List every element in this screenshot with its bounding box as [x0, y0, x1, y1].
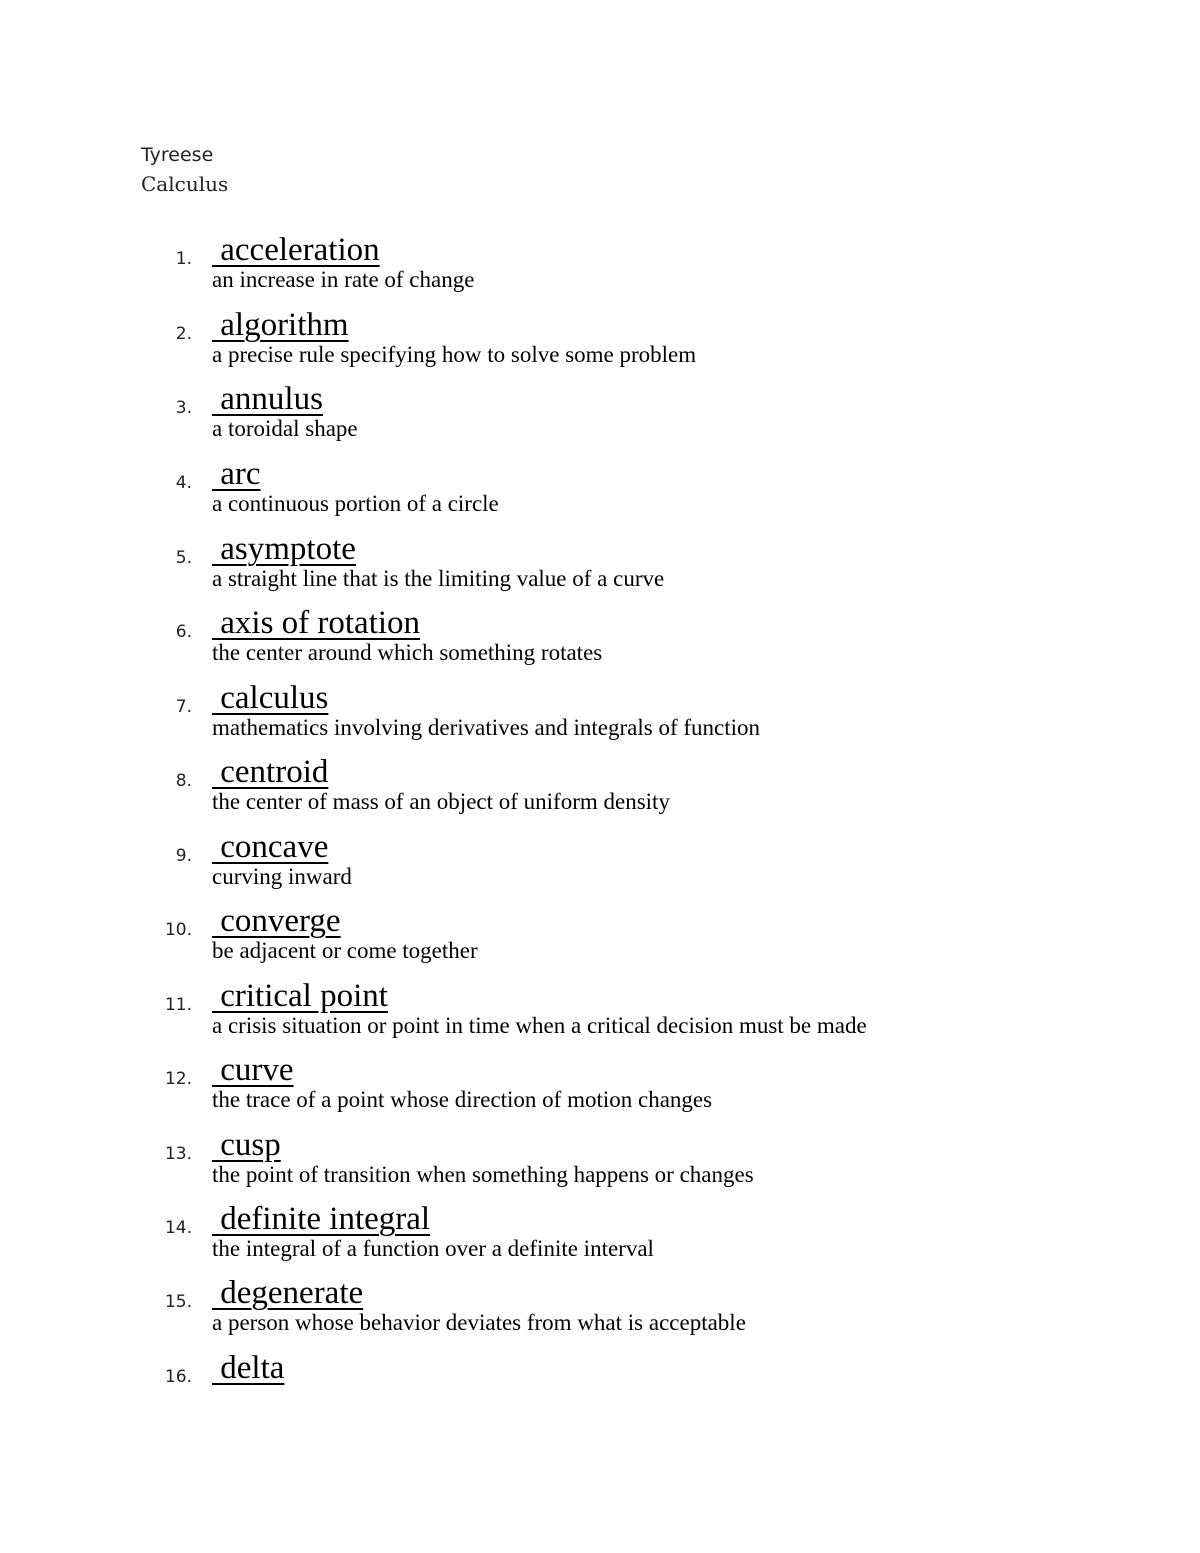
- vocab-term: algorithm: [212, 307, 349, 343]
- item-number: 6.: [175, 622, 192, 642]
- item-number: 11.: [164, 995, 192, 1015]
- vocab-item: [0, 680, 1200, 760]
- vocab-term: acceleration: [212, 232, 380, 268]
- vocab-definition: a precise rule specifying how to solve some problem: [212, 342, 697, 367]
- vocab-item: [0, 1201, 1200, 1281]
- student-name: Tyreese: [141, 144, 214, 166]
- vocab-term: arc: [212, 456, 261, 492]
- vocab-item: [0, 1275, 1200, 1355]
- vocab-term: degenerate: [212, 1275, 364, 1311]
- item-number: 4.: [175, 473, 192, 493]
- vocab-term: cusp: [212, 1127, 281, 1163]
- vocab-term: converge: [212, 903, 341, 939]
- vocab-definition: a crisis situation or point in time when a critical decision must be made: [212, 1013, 867, 1038]
- vocab-term: curve: [212, 1052, 294, 1088]
- vocab-term: definite integral: [212, 1201, 431, 1237]
- vocab-term: centroid: [212, 754, 329, 790]
- vocab-item: [0, 605, 1200, 685]
- vocab-item: [0, 232, 1200, 312]
- vocab-definition: the point of transition when something happens or changes: [212, 1162, 754, 1187]
- vocab-term: calculus: [212, 680, 329, 716]
- vocab-term: axis of rotation: [212, 605, 421, 641]
- item-number: 7.: [175, 697, 192, 717]
- vocab-definition: a straight line that is the limiting value of a curve: [212, 566, 665, 591]
- item-number: 1.: [175, 249, 192, 269]
- vocab-definition: a continuous portion of a circle: [212, 491, 499, 516]
- vocab-term: delta: [212, 1350, 285, 1386]
- item-number: 16.: [164, 1367, 192, 1387]
- item-number: 9.: [175, 846, 192, 866]
- vocab-definition: the trace of a point whose direction of motion changes: [212, 1087, 713, 1112]
- vocab-definition: an increase in rate of change: [212, 267, 475, 292]
- vocab-item: [0, 1350, 1200, 1430]
- item-number: 2.: [175, 324, 192, 344]
- vocab-definition: a person whose behavior deviates from what is acceptable: [212, 1310, 746, 1335]
- vocab-definition: the center around which something rotates: [212, 640, 603, 665]
- item-number: 12.: [164, 1069, 192, 1089]
- vocab-definition: the integral of a function over a definite interval: [212, 1236, 654, 1261]
- vocab-term: critical point: [212, 978, 388, 1014]
- item-number: 3.: [175, 398, 192, 418]
- vocab-definition: curving inward: [212, 864, 352, 889]
- vocab-term: concave: [212, 829, 329, 865]
- subject-title: Calculus: [141, 172, 229, 196]
- vocab-item: [0, 829, 1200, 909]
- vocab-term: asymptote: [212, 531, 356, 567]
- vocab-definition: a toroidal shape: [212, 416, 358, 441]
- item-number: 13.: [164, 1144, 192, 1164]
- vocab-item: [0, 381, 1200, 461]
- vocab-item: [0, 1127, 1200, 1207]
- vocab-item: [0, 754, 1200, 834]
- item-number: 5.: [175, 548, 192, 568]
- item-number: 10.: [164, 920, 192, 940]
- vocab-definition: the center of mass of an object of uniform density: [212, 789, 670, 814]
- vocab-item: [0, 531, 1200, 611]
- vocab-item: [0, 456, 1200, 536]
- vocab-term: annulus: [212, 381, 323, 417]
- item-number: 14.: [164, 1218, 192, 1238]
- vocab-definition: be adjacent or come together: [212, 938, 478, 963]
- item-number: 15.: [164, 1292, 192, 1312]
- vocab-definition: mathematics involving derivatives and integrals of function: [212, 715, 761, 740]
- item-number: 8.: [175, 771, 192, 791]
- vocab-item: [0, 903, 1200, 983]
- vocab-item: [0, 978, 1200, 1058]
- vocab-item: [0, 307, 1200, 387]
- vocab-item: [0, 1052, 1200, 1132]
